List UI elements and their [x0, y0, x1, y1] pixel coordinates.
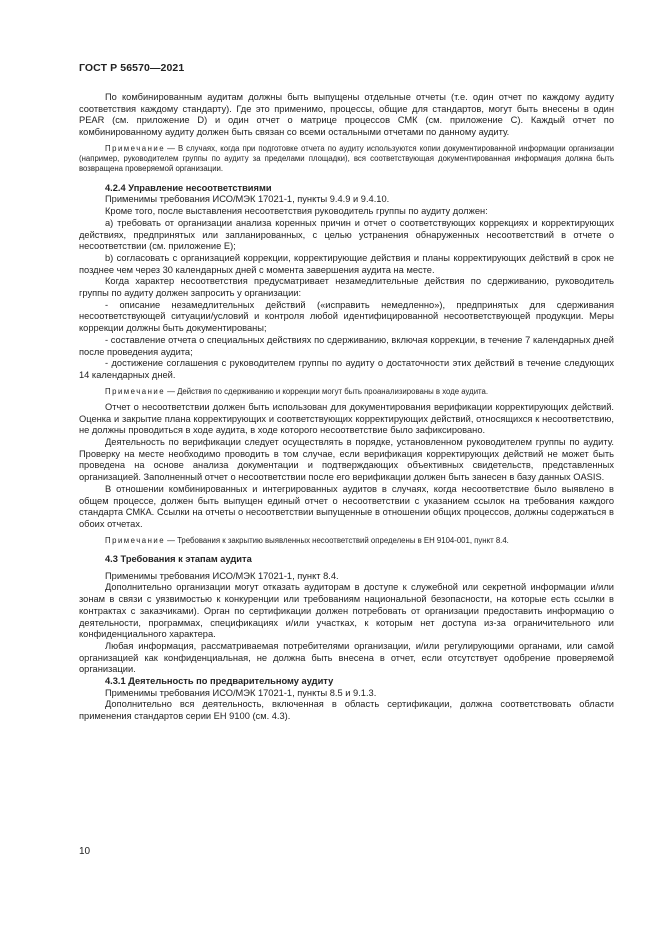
- paragraph-requirements-8-4: Применимы требования ИСО/МЭК 17021-1, пункт 8.4.: [105, 570, 339, 581]
- note-text: — В случаях, когда при подготовке отчета по аудиту используются копии документированной информации организации (например, руководителем группы по аудиту за пределами площадки), вся соответствующая документированная информация должна быть возвращена проверяемой организации.: [79, 143, 614, 174]
- note-text: — Требования к закрытию выявленных несоответствий определены в ЕН 9104-001, пункт 8.4.: [167, 535, 509, 545]
- paragraph-containment-actions: Когда характер несоответствия предусматривает незамедлительные действия по сдерживанию, руководитель группы по аудиту должен запросить у организации:: [79, 276, 614, 299]
- paragraph-team-leader-shall: Кроме того, после выставления несоответствия руководитель группы по аудиту должен:: [105, 206, 488, 217]
- note-label: Примечание: [105, 535, 166, 545]
- note-label: Примечание: [105, 386, 166, 396]
- heading-4-2-4: 4.2.4 Управление несоответствиями: [105, 182, 272, 193]
- list-item-b: b) согласовать с организацией коррекции, корректирующие действия и планы корректирующих действий в срок не позднее чем через 30 календарных дней с момента завершения аудита на месте.: [79, 252, 614, 275]
- paragraph-verification: Деятельность по верификации следует осуществлять в порядке, установленном руководителем группы по аудиту. Проверку на месте необходимо проводить в том случае, если верификация корректирующих действий не может быть проведена на основе анализа документации и подтверждающих объективных свидетельств, представленных организацией. Заполненный отчет о несоответствии после его верификации должен быть занесен в базу данных OASIS.: [79, 437, 614, 483]
- heading-4-3: 4.3 Требования к этапам аудита: [105, 553, 252, 564]
- paragraph-access-restriction: Дополнительно организации могут отказать аудиторам в доступе к служебной или секретной информации и/или зонам в связи с уязвимостью к конкуренции или требованиям национальной безопасности, на которые есть ссылки в контрактах с заказчиками). Орган по сертификации должен потребовать от организации предоставить информацию о деятельности, программах, спецификациях и/или участках, к которым нет доступа из-за ограничительного или конфиденциального характера.: [79, 582, 614, 640]
- heading-4-3-1: 4.3.1 Деятельность по предварительному аудиту: [105, 676, 334, 687]
- paragraph-requirements-9-4: Применимы требования ИСО/МЭК 17021-1, пункты 9.4.9 и 9.4.10.: [105, 194, 390, 205]
- page-header-standard-id: ГОСТ Р 56570—2021: [79, 62, 185, 74]
- list-item-immediate-actions: - описание незамедлительных действий («исправить немедленно»), предпринятых для сдерживания несоответствующей ситуации/условий и контроля любой идентифицированной несоответствующей продукции. Меры коррекции должны быть документированы;: [79, 299, 614, 334]
- paragraph-confidential-info: Любая информация, рассматриваемая потребителями организации, и/или регулирующими органами, или самой организацией как конфиденциальная, не должна быть внесена в отчет, если отсутствует одобрение проверяемой организации.: [79, 640, 614, 675]
- list-item-containment-report: - составление отчета о специальных действиях по сдерживанию, включая коррекции, в течение 7 календарных дней после проведения аудита;: [79, 334, 614, 357]
- paragraph-nonconformity-report: Отчет о несоответствии должен быть использован для документирования верификации корректирующих действий. Оценка и закрытие плана корректирующих и соответствующих корректирующих действий, относящихся к несоответствию, не должны проводиться в ходе аудита, в ходе которого несоответствие было зафиксировано.: [79, 401, 614, 436]
- list-item-a: а) требовать от организации анализа коренных причин и отчет о соответствующих коррекциях и корректирующих действиях, предпринятых или запланированных, с целью устранения обнаруженных несоответствий в отчете о несоответствии (см. приложение Е);: [79, 217, 614, 252]
- note-containment-review: [79, 387, 614, 397]
- paragraph-combined-audit-reports: По комбинированным аудитам должны быть выпущены отдельные отчеты (т.е. один отчет по каждому аудиту соответствия каждому стандарту). Где это применимо, процессы, общие для стандартов, могут быть внесены в один PEAR (см. приложение D) и один отчет о матрице процессов СМК (см. приложение С). Каждый отчет по комбинированному аудиту должен быть связан со всеми остальными отчетами по данному аудиту.: [79, 92, 614, 138]
- note-text: — Действия по сдерживанию и коррекции могут быть проанализированы в ходе аудита.: [167, 386, 489, 396]
- note-label: Примечание: [105, 143, 166, 153]
- list-item-agreement: - достижение соглашения с руководителем группы по аудиту о достаточности этих действий в течение следующих 14 календарных дней.: [79, 358, 614, 380]
- page-content: [79, 92, 614, 723]
- note-closure-requirements: [79, 536, 614, 546]
- note-documented-information: [79, 144, 614, 175]
- paragraph-requirements-8-5: Применимы требования ИСО/МЭК 17021-1, пункты 8.5 и 9.1.3.: [105, 687, 377, 698]
- paragraph-certification-scope: Дополнительно вся деятельность, включенная в область сертификации, должна соответствовать области применения стандартов серии ЕН 9100 (см. 4.3).: [79, 699, 614, 722]
- paragraph-combined-integrated: В отношении комбинированных и интегрированных аудитов в случаях, когда несоответствие было выявлено в общем процессе, должен быть выпущен единый отчет о несоответствии с указанием ссылок на требования каждого стандарта СМКА. Ссылки на отчеты о несоответствии выпущенные в отношении общих процессов, должны содержаться в обоих отчетах.: [79, 483, 614, 529]
- page-number: 10: [79, 846, 91, 857]
